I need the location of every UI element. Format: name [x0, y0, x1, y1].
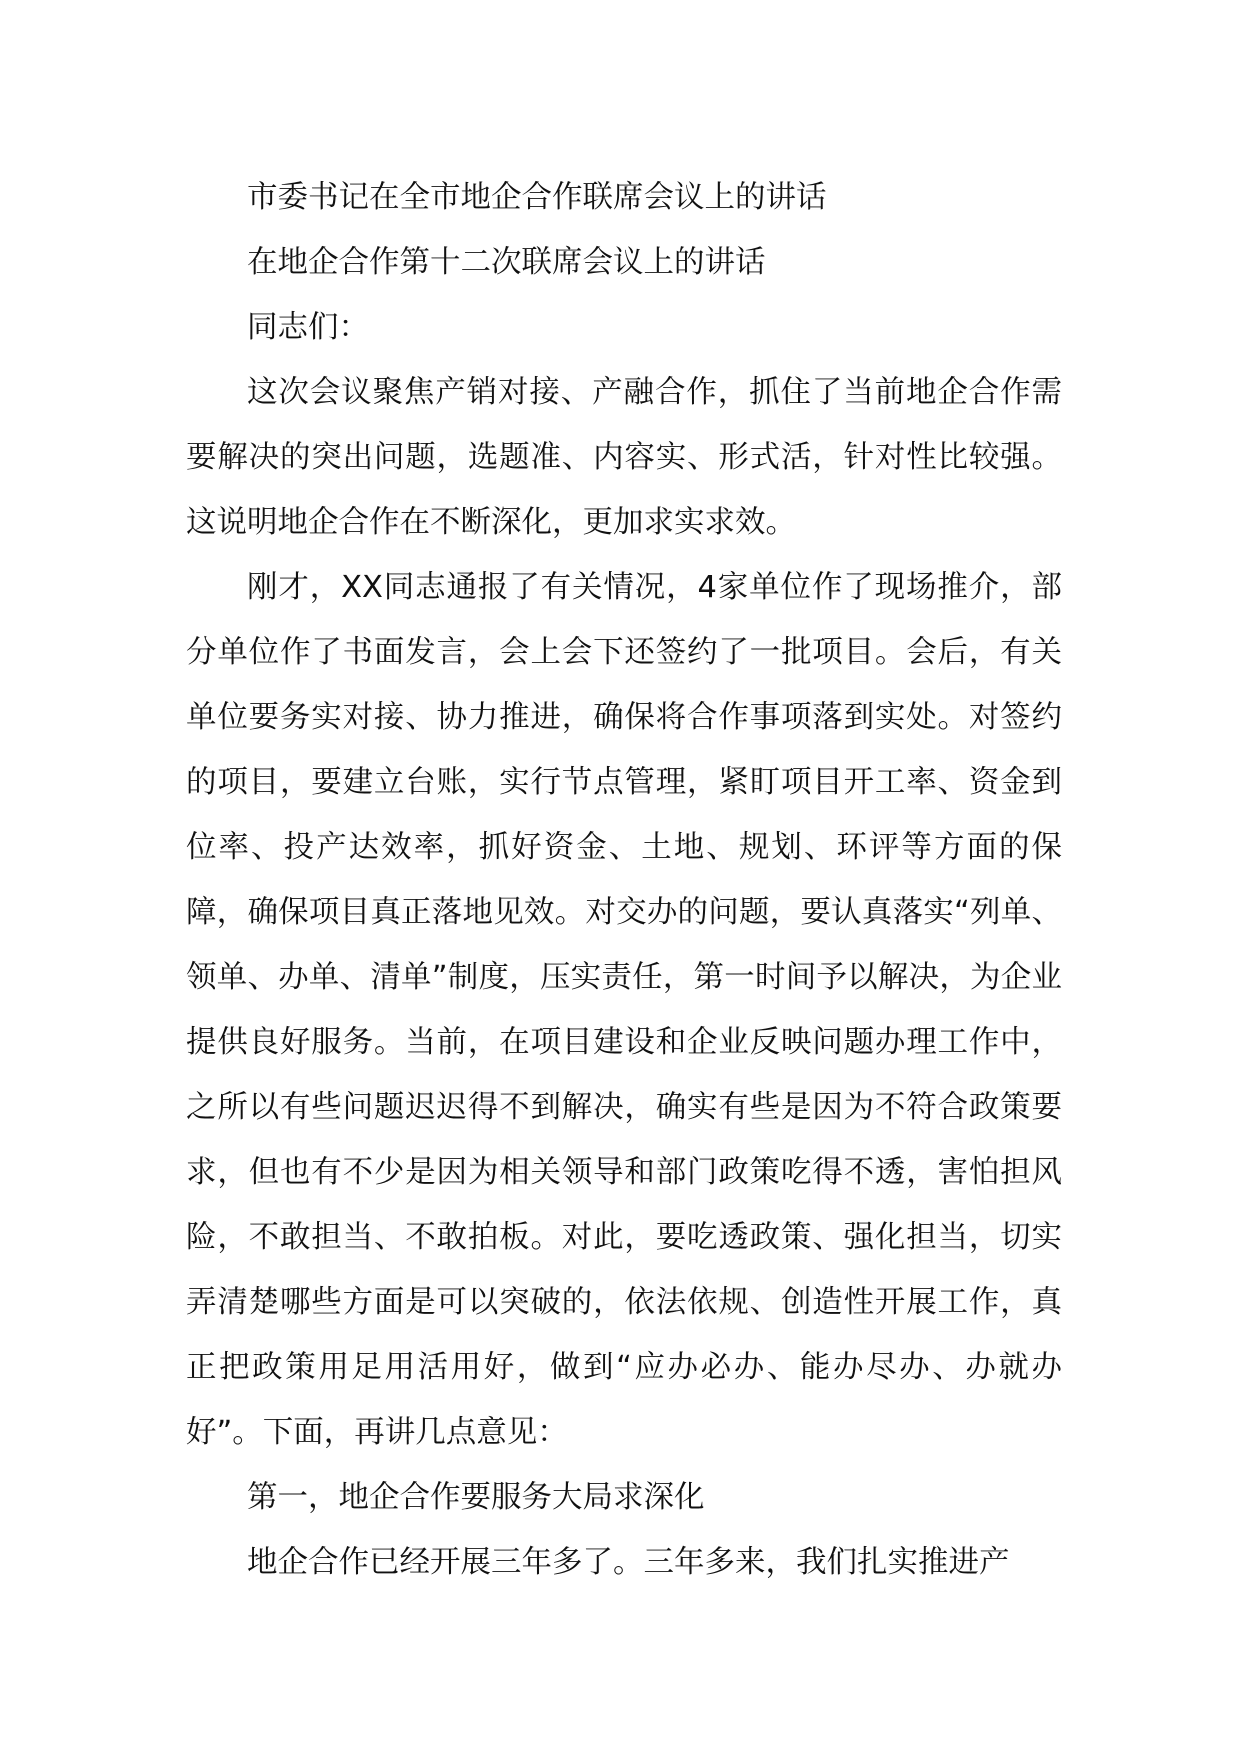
section-paragraph: 地企合作已经开展三年多了。三年多来，我们扎实推进产	[247, 1545, 1010, 1580]
body-paragraph: 刚才，XX同志通报了有关情况，4家单位作了现场推介，部分单位作了书面发言，会上会下还签约了一批项目。会后，有关单位要务实对接、协力推进，确保将合作事项落到实处。对签约的项目，要建立台账，实行节点管理，紧盯项目开工率、资金到位率、投产达效率，抓好资金、土地、规划、环评等方面的保障，确保项目真正落地见效。对交办的问题，要认真落实“列单、领单、办单、清单”制度，压实责任，第一时间予以解决，为企业提供良好服务。当前，在项目建设和企业反映问题办理工作中，之所以有些问题迟迟得不到解决，确实有些是因为不符合政策要求，但也有不少是因为相关领导和部门政策吃得不透，害怕担风险，不敢担当、不敢拍板。对此，要吃透政策、强化担当，切实弄清楚哪些方面是可以突破的，依法依规、创造性开展工作，真正把政策用足用活用好，做到“应办必办、能办尽办、办就办好”。下面，再讲几点意见：	[186, 570, 1062, 1450]
document-title: 市委书记在全市地企合作联席会议上的讲话	[247, 180, 827, 215]
salutation: 同志们：	[247, 310, 369, 345]
document-subtitle: 在地企合作第十二次联席会议上的讲话	[247, 245, 766, 280]
section-heading: 第一，地企合作要服务大局求深化	[247, 1480, 705, 1515]
document-body	[186, 165, 1062, 1595]
body-paragraph: 这次会议聚焦产销对接、产融合作，抓住了当前地企合作需要解决的突出问题，选题准、内容实、形式活，针对性比较强。这说明地企合作在不断深化，更加求实求效。	[186, 375, 1062, 540]
